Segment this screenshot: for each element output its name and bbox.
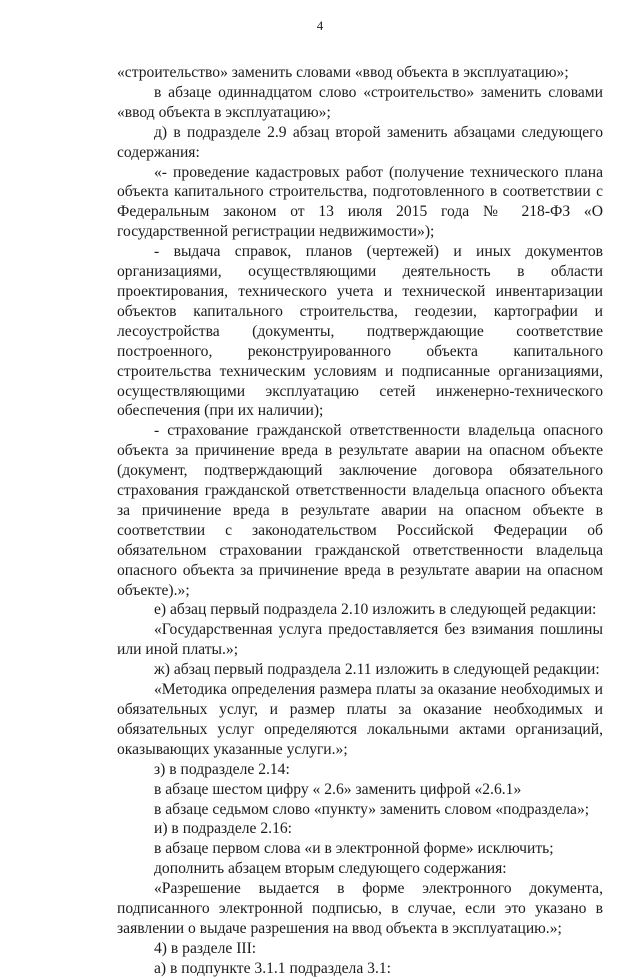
paragraph: «Методика определения размера платы за оказание необходимых и обязательных услуг, и размер платы за оказание необходимых и обязательных услуг определяются локальными актами организаций, оказывающих указанные услуги.»; xyxy=(117,681,603,758)
paragraph: - выдача справок, планов (чертежей) и иных документов организациями, осуществляющими деятельность в области проектирования, технического учета и технической инвентаризации объектов капитального строительства, геодезии, картографии и лесоустройства (документы, подтверждающие соответствие построенного, реконструированного объекта капитального строительства техническим условиям и подписанные организациями, осуществляющими эксплуатацию сетей инженерно-технического обеспечения (при их наличии); xyxy=(117,243,603,420)
paragraph: з) в подразделе 2.14: xyxy=(154,760,290,778)
paragraph: 4) в разделе III: xyxy=(154,939,257,957)
paragraph: «- проведение кадастровых работ (получение технического плана объекта капитального строительства, подготовленного в соответствии с Федеральным законом от 13 июля 2015 года № 218-ФЗ «О государственной регистрации недвижимости»); xyxy=(117,163,603,241)
page-number: 4 xyxy=(316,18,324,33)
paragraph: дополнить абзацем вторым следующего содержания: xyxy=(154,860,507,878)
paragraph: ж) абзац первый подраздела 2.11 изложить в следующей редакции: xyxy=(154,661,600,679)
paragraph: д) в подразделе 2.9 абзац второй заменить абзацами следующего содержания: xyxy=(117,123,603,161)
paragraph: - страхование гражданской ответственности владельца опасного объекта за причинение вреда в результате аварии на опасном объекте (документ, подтверждающий заключение договора обязательного страхования гражданской ответственности владельца опасного объекта за причинение вреда в результате аварии на опасном объекте в соответствии с законодательством Российской Федерации об обязательном страховании гражданской ответственности владельца опасного объекта за причинение вреда в результате аварии на опасном объекте).»; xyxy=(117,422,603,599)
paragraph: в абзаце одиннадцатом слово «строительство» заменить словами «ввод объекта в эксплуатацию»; xyxy=(117,83,603,121)
paragraph: в абзаце первом слова «и в электронной форме» исключить; xyxy=(154,840,554,858)
paragraph: е) абзац первый подраздела 2.10 изложить в следующей редакции: xyxy=(154,601,597,619)
paragraph: в абзаце шестом цифру « 2.6» заменить цифрой «2.6.1» xyxy=(154,780,522,798)
paragraph: «Разрешение выдается в форме электронного документа, подписанного электронной подписью, в случае, если это указано в заявлении о выдаче разрешения на ввод объекта в эксплуатацию.»; xyxy=(117,880,603,937)
paragraph: «строительство» заменить словами «ввод объекта в эксплуатацию»; xyxy=(117,64,569,81)
paragraph: в абзаце седьмом слово «пункту» заменить словом «подраздела»; xyxy=(154,800,590,818)
paragraph: и) в подразделе 2.16: xyxy=(154,820,292,838)
paragraph: «Государственная услуга предоставляется без взимания пошлины или иной платы.»; xyxy=(117,621,603,659)
paragraph: а) в подпункте 3.1.1 подраздела 3.1: xyxy=(154,959,391,977)
document-body xyxy=(117,63,603,979)
